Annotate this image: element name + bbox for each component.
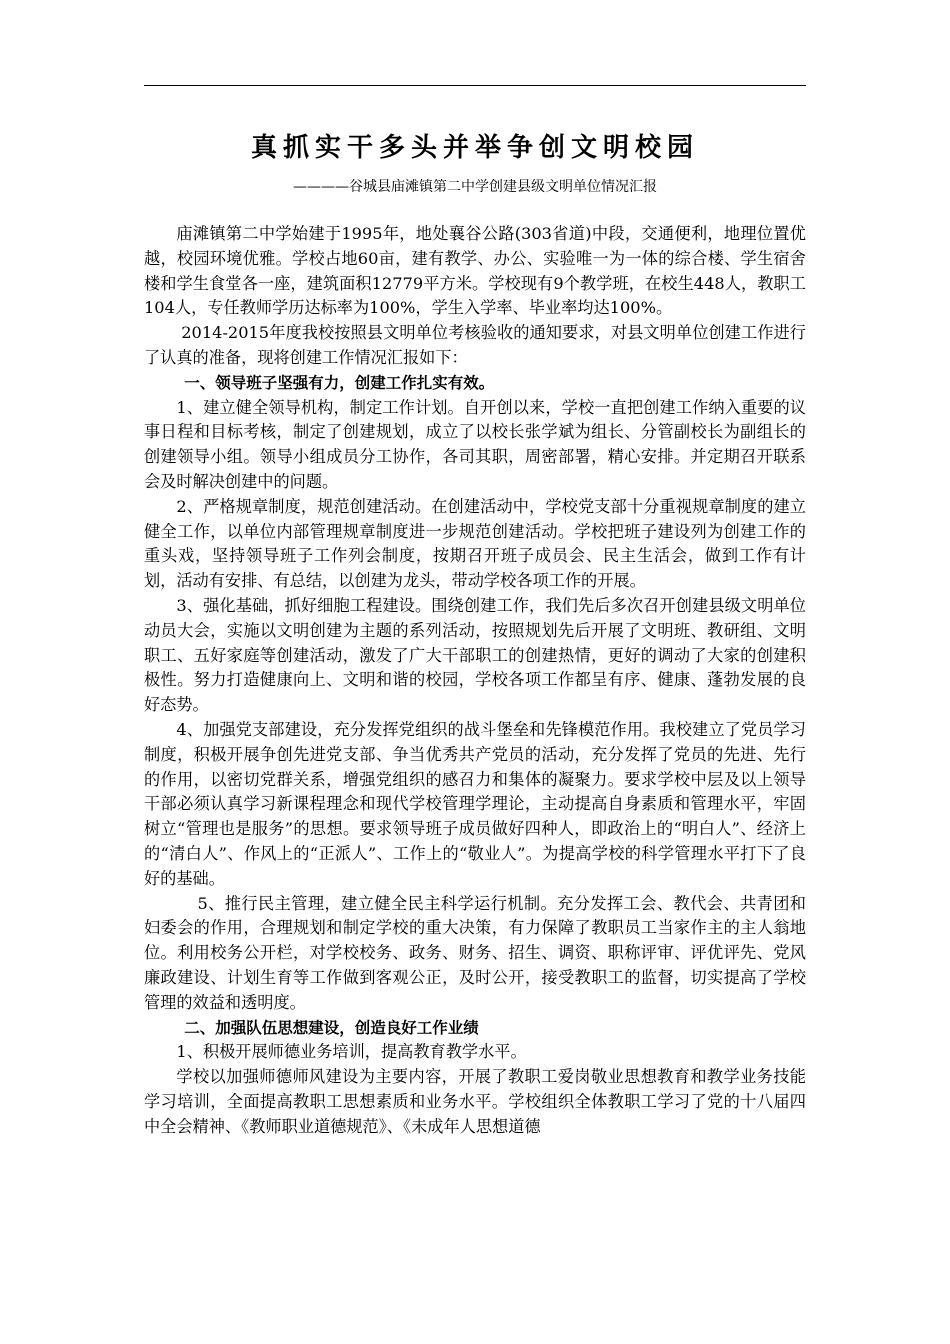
paragraph-item-1-5: 5、推行民主管理，建立健全民主科学运行机制。充分发挥工会、教代会、共青团和妇委会的作用，合理规划和制定学校的重大决策，有力保障了教职员工当家作主的主人翁地位。利用校务公开栏，对学校校务、政务、财务、招生、调资、职称评审、评优评先、党风廉政建设、计划生育等工作做到客观公正，及时公开，接受教职工的监督，切实提高了学校管理的效益和透明度。 xyxy=(144,893,806,1012)
paragraph-item-2-1-body: 学校以加强师德师风建设为主要内容，开展了教职工爱岗敬业思想教育和教学业务技能学习培训，全面提高教职工思想素质和业务水平。学校组织全体教职工学习了党的十八届四中全会精神、《教师职业道德规范》、《未成年人思想道德 xyxy=(144,1067,806,1136)
document-title: 真抓实干多头并举争创文明校园 xyxy=(250,133,699,163)
paragraph-item-1-2: 2、严格规章制度，规范创建活动。在创建活动中，学校党支部十分重视规章制度的建立健全工作，以单位内部管理规章制度进一步规范创建活动。学校把班子建设列为创建工作的重头戏，坚持领导班子工作列会制度，按期召开班子成员会、民主生活会，做到工作有计划，活动有安排、有总结，以创建为龙头，带动学校各项工作的开展。 xyxy=(144,496,806,591)
section-heading-1: 一、领导班子坚强有力，创建工作扎实有效。 xyxy=(184,373,495,392)
document-body xyxy=(144,222,806,1139)
paragraph-overview: 2014-2015年度我校按照县文明单位考核验收的通知要求，对县文明单位创建工作进行了认真的准备，现将创建工作情况汇报如下： xyxy=(144,323,806,367)
paragraph-item-2-1: 1、积极开展师德业务培训，提高教育教学水平。 xyxy=(176,1042,527,1062)
paragraph-intro: 庙滩镇第二中学始建于1995年，地处襄谷公路(303省道)中段，交通便利，地理位置优越，校园环境优雅。学校占地60亩，建有教学、办公、实验唯一为一体的综合楼、学生宿舍楼和学生食堂各一座，建筑面积12779平方米。学校现有9个教学班，在校生448人，教职工104人，专任教师学历达标率为100%，学生入学率、毕业率均达100%。 xyxy=(144,224,806,318)
paragraph-item-1-1: 1、建立健全领导机构，制定工作计划。自开创以来，学校一直把创建工作纳入重要的议事日程和目标考核，制定了创建规划，成立了以校长张学斌为组长、分管副校长为副组长的创建领导小组。领导小组成员分工协作，各司其职，周密部署，精心安排。并定期召开联系会及时解决创建中的问题。 xyxy=(144,397,806,491)
paragraph-item-1-3: 3、强化基础，抓好细胞工程建设。围绕创建工作，我们先后多次召开创建县级文明单位动员大会，实施以文明创建为主题的系列活动，按照规划先后开展了文明班、教研组、文明职工、五好家庭等创建活动，激发了广大干部职工的创建热情，更好的调动了大家的创建积极性。努力打造健康向上、文明和谐的校园，学校各项工作都呈有序、健康、蓬勃发展的良好态势。 xyxy=(144,595,806,715)
paragraph-item-1-4: 4、加强党支部建设，充分发挥党组织的战斗堡垒和先锋模范作用。我校建立了党员学习制度，积极开展争创先进党支部、争当优秀共产党员的活动，充分发挥了党员的先进、先行的作用，以密切党群关系，增强党组织的感召力和集体的凝聚力。要求学校中层及以上领导干部必须认真学习新课程理念和现代学校管理学理论，主动提高自身素质和管理水平，牢固树立“管理也是服务”的思想。要求领导班子成员做好四种人，即政治上的“明白人”、经济上的“清白人”、作风上的“正派人”、工作上的“敬业人”。为提高学校的科学管理水平打下了良好的基础。 xyxy=(144,719,806,888)
section-heading-2: 二、加强队伍思想建设，创造良好工作业绩 xyxy=(184,1018,479,1037)
header-rule xyxy=(144,85,806,86)
document-subtitle: ————谷城县庙滩镇第二中学创建县级文明单位情况汇报 xyxy=(293,179,657,195)
